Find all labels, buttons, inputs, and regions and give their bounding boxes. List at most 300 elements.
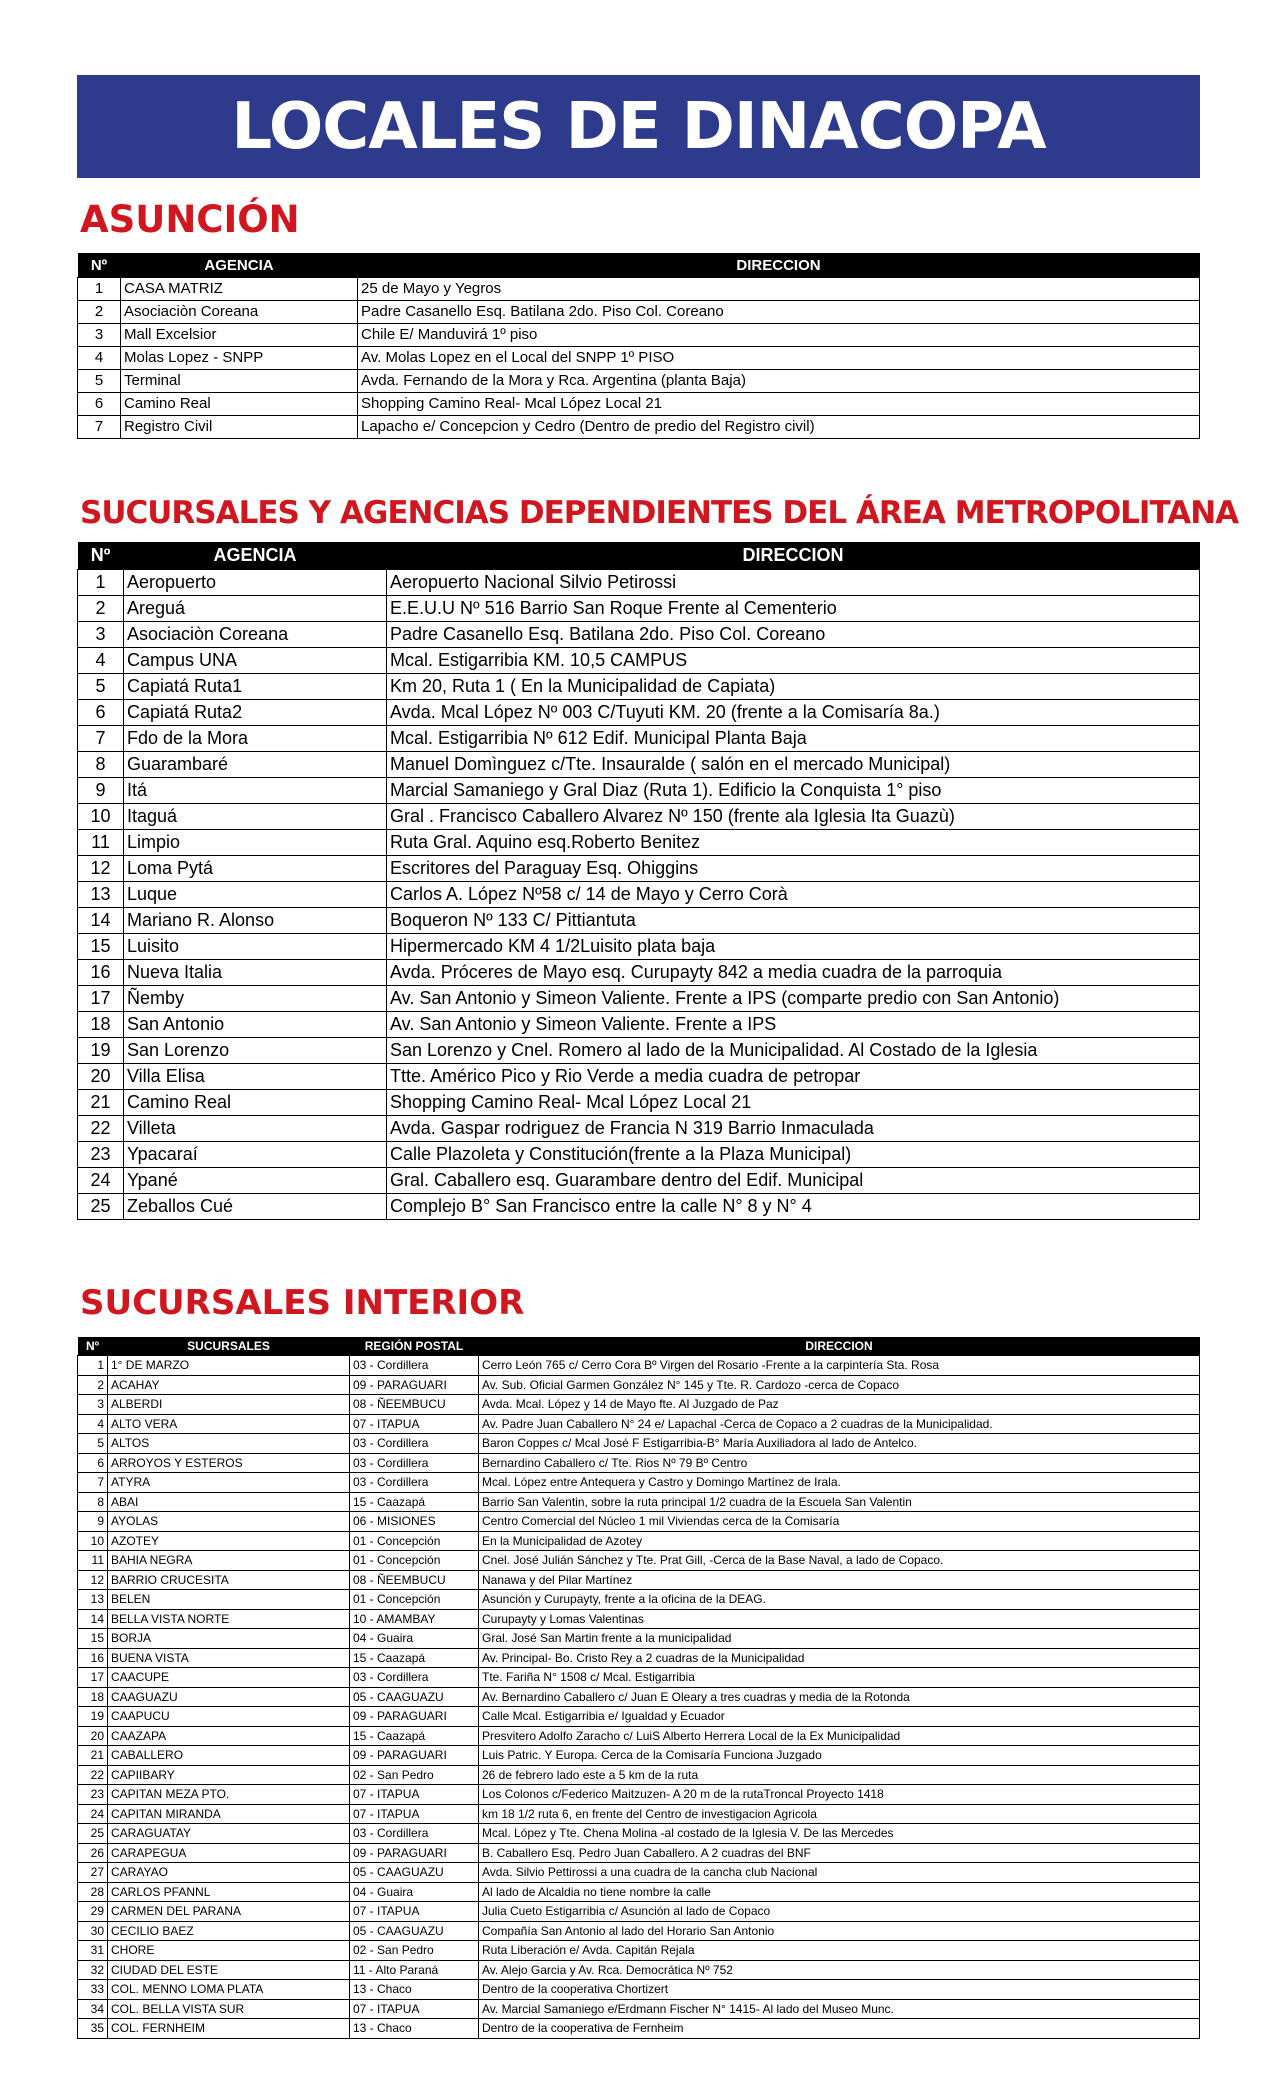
cell-direccion: E.E.U.U Nº 516 Barrio San Roque Frente al Cementerio — [387, 596, 1200, 622]
cell-num: 4 — [78, 648, 124, 674]
cell-sucursal: CAPITAN MEZA PTO. — [108, 1785, 350, 1805]
table-row — [78, 960, 1200, 986]
cell-direccion: Escritores del Paraguay Esq. Ohiggins — [387, 856, 1200, 882]
table-row — [78, 1492, 1200, 1512]
cell-direccion: Tte. Fariña N° 1508 c/ Mcal. Estigarribia — [479, 1668, 1200, 1688]
table-row — [78, 1375, 1200, 1395]
cell-num: 18 — [78, 1687, 108, 1707]
cell-sucursal: CARAPEGUA — [108, 1843, 350, 1863]
cell-num: 5 — [78, 1434, 108, 1454]
table-row — [78, 700, 1200, 726]
cell-direccion: Barrio San Valentin, sobre la ruta principal 1/2 cuadra de la Escuela San Valentin — [479, 1492, 1200, 1512]
cell-num: 13 — [78, 882, 124, 908]
cell-direccion: Avda. Gaspar rodriguez de Francia N 319 Barrio Inmaculada — [387, 1116, 1200, 1142]
cell-agencia: Ypacaraí — [124, 1142, 387, 1168]
cell-agencia: Asociaciòn Coreana — [124, 622, 387, 648]
cell-num: 25 — [78, 1194, 124, 1220]
cell-region: 03 - Cordillera — [350, 1434, 479, 1454]
cell-num: 2 — [78, 301, 121, 324]
header-direccion: DIRECCION — [387, 542, 1200, 570]
table-row — [78, 908, 1200, 934]
cell-sucursal: CARAGUATAY — [108, 1824, 350, 1844]
table-row — [78, 1414, 1200, 1434]
cell-agencia: Loma Pytá — [124, 856, 387, 882]
section-title-asuncion: ASUNCIÓN — [80, 198, 300, 241]
cell-direccion: Av. Alejo Garcia y Av. Rca. Democrática Nº 752 — [479, 1960, 1200, 1980]
interior-table — [77, 1337, 1200, 2039]
table-row — [78, 1038, 1200, 1064]
cell-sucursal: CAPIIBARY — [108, 1765, 350, 1785]
table-row — [78, 1116, 1200, 1142]
cell-num: 22 — [78, 1765, 108, 1785]
cell-num: 11 — [78, 830, 124, 856]
cell-sucursal: ALTO VERA — [108, 1414, 350, 1434]
cell-agencia: Campus UNA — [124, 648, 387, 674]
table-row — [78, 1473, 1200, 1493]
cell-direccion: Av. Molas Lopez en el Local del SNPP 1º PISO — [358, 347, 1200, 370]
table-header-row — [78, 1337, 1200, 1356]
table-row — [78, 1785, 1200, 1805]
cell-direccion: Avda. Silvio Pettirossi a una cuadra de la cancha club Nacional — [479, 1863, 1200, 1883]
cell-agencia: Mall Excelsior — [121, 324, 358, 347]
cell-sucursal: CAAPUCU — [108, 1707, 350, 1727]
cell-agencia: Fdo de la Mora — [124, 726, 387, 752]
table-row — [78, 1629, 1200, 1649]
cell-direccion: Dentro de la cooperativa Chortizert — [479, 1980, 1200, 2000]
cell-region: 13 - Chaco — [350, 1980, 479, 2000]
cell-agencia: San Antonio — [124, 1012, 387, 1038]
cell-num: 2 — [78, 1375, 108, 1395]
cell-direccion: Hipermercado KM 4 1/2Luisito plata baja — [387, 934, 1200, 960]
cell-direccion: Gral . Francisco Caballero Alvarez Nº 150 (frente ala Iglesia Ita Guazù) — [387, 804, 1200, 830]
table-row — [78, 934, 1200, 960]
cell-sucursal: AZOTEY — [108, 1531, 350, 1551]
cell-region: 09 - PARAGUARI — [350, 1707, 479, 1727]
table-row — [78, 1395, 1200, 1415]
table-row — [78, 1843, 1200, 1863]
cell-direccion: Avda. Mcal López Nº 003 C/Tuyuti KM. 20 (frente a la Comisaría 8a.) — [387, 700, 1200, 726]
cell-direccion: Baron Coppes c/ Mcal José F Estigarribia-B° María Auxiliadora al lado de Antelco. — [479, 1434, 1200, 1454]
table-header-row — [78, 253, 1200, 278]
cell-region: 03 - Cordillera — [350, 1453, 479, 1473]
cell-direccion: Padre Casanello Esq. Batilana 2do. Piso Col. Coreano — [387, 622, 1200, 648]
cell-num: 4 — [78, 1414, 108, 1434]
cell-agencia: Areguá — [124, 596, 387, 622]
cell-num: 17 — [78, 986, 124, 1012]
cell-direccion: Calle Plazoleta y Constitución(frente a la Plaza Municipal) — [387, 1142, 1200, 1168]
cell-sucursal: COL. BELLA VISTA SUR — [108, 1999, 350, 2019]
table-row — [78, 1765, 1200, 1785]
header-region: REGIÓN POSTAL — [350, 1337, 479, 1356]
cell-direccion: Al lado de Alcaldia no tiene nombre la calle — [479, 1882, 1200, 1902]
cell-direccion: Mcal. Estigarribia Nº 612 Edif. Municipal Planta Baja — [387, 726, 1200, 752]
table-row — [78, 347, 1200, 370]
cell-sucursal: CARMEN DEL PARANA — [108, 1902, 350, 1922]
table-row — [78, 1726, 1200, 1746]
table-row — [78, 370, 1200, 393]
cell-agencia: Itaguá — [124, 804, 387, 830]
table-row — [78, 1551, 1200, 1571]
cell-sucursal: BORJA — [108, 1629, 350, 1649]
cell-sucursal: CAACUPE — [108, 1668, 350, 1688]
cell-sucursal: CARAYAO — [108, 1863, 350, 1883]
cell-sucursal: BARRIO CRUCESITA — [108, 1570, 350, 1590]
cell-region: 01 - Concepción — [350, 1590, 479, 1610]
table-row — [78, 778, 1200, 804]
table-header-row — [78, 542, 1200, 570]
cell-agencia: Aeropuerto — [124, 570, 387, 596]
cell-sucursal: COL. MENNO LOMA PLATA — [108, 1980, 350, 2000]
cell-agencia: Luque — [124, 882, 387, 908]
cell-sucursal: AYOLAS — [108, 1512, 350, 1532]
cell-direccion: Marcial Samaniego y Gral Diaz (Ruta 1). Edificio la Conquista 1° piso — [387, 778, 1200, 804]
cell-agencia: Villa Elisa — [124, 1064, 387, 1090]
cell-direccion: Gral. Caballero esq. Guarambare dentro del Edif. Municipal — [387, 1168, 1200, 1194]
cell-num: 23 — [78, 1785, 108, 1805]
cell-direccion: 25 de Mayo y Yegros — [358, 278, 1200, 301]
cell-num: 3 — [78, 1395, 108, 1415]
table-row — [78, 596, 1200, 622]
cell-direccion: Gral. José San Martin frente a la municipalidad — [479, 1629, 1200, 1649]
cell-region: 05 - CAAGUAZU — [350, 1921, 479, 1941]
cell-num: 20 — [78, 1726, 108, 1746]
cell-sucursal: CARLOS PFANNL — [108, 1882, 350, 1902]
table-row — [78, 1707, 1200, 1727]
cell-direccion: Cerro León 765 c/ Cerro Cora Bº Virgen del Rosario -Frente a la carpintería Sta. Rosa — [479, 1356, 1200, 1376]
table-row — [78, 1194, 1200, 1220]
cell-region: 09 - PARAGUARI — [350, 1746, 479, 1766]
cell-agencia: CASA MATRIZ — [121, 278, 358, 301]
cell-direccion: Shopping Camino Real- Mcal López Local 21 — [358, 393, 1200, 416]
cell-sucursal: ABAI — [108, 1492, 350, 1512]
table-row — [78, 1090, 1200, 1116]
cell-direccion: Av. Sub. Oficial Garmen González N° 145 y Tte. R. Cardozo -cerca de Copaco — [479, 1375, 1200, 1395]
page-title: LOCALES DE DINACOPA — [231, 89, 1046, 164]
table-row — [78, 1687, 1200, 1707]
cell-num: 19 — [78, 1038, 124, 1064]
cell-direccion: 26 de febrero lado este a 5 km de la ruta — [479, 1765, 1200, 1785]
cell-num: 7 — [78, 1473, 108, 1493]
cell-direccion: Ttte. Américo Pico y Rio Verde a media cuadra de petropar — [387, 1064, 1200, 1090]
table-row — [78, 830, 1200, 856]
cell-sucursal: COL. FERNHEIM — [108, 2019, 350, 2039]
cell-agencia: Ypané — [124, 1168, 387, 1194]
cell-num: 26 — [78, 1843, 108, 1863]
cell-region: 15 - Caazapá — [350, 1492, 479, 1512]
cell-agencia: Capiatá Ruta2 — [124, 700, 387, 726]
cell-region: 11 - Alto Paraná — [350, 1960, 479, 1980]
cell-direccion: En la Municipalidad de Azotey — [479, 1531, 1200, 1551]
cell-direccion: Av. Bernardino Caballero c/ Juan E Oleary a tres cuadras y media de la Rotonda — [479, 1687, 1200, 1707]
cell-direccion: Shopping Camino Real- Mcal López Local 21 — [387, 1090, 1200, 1116]
table-row — [78, 1064, 1200, 1090]
cell-direccion: Aeropuerto Nacional Silvio Petirossi — [387, 570, 1200, 596]
cell-region: 10 - AMAMBAY — [350, 1609, 479, 1629]
cell-sucursal: CECILIO BAEZ — [108, 1921, 350, 1941]
cell-direccion: B. Caballero Esq. Pedro Juan Caballero. A 2 cuadras del BNF — [479, 1843, 1200, 1863]
cell-num: 30 — [78, 1921, 108, 1941]
cell-direccion: Av. San Antonio y Simeon Valiente. Frente a IPS — [387, 1012, 1200, 1038]
cell-direccion: Cnel. José Julián Sánchez y Tte. Prat Gill, -Cerca de la Base Naval, a lado de Copaco. — [479, 1551, 1200, 1571]
cell-num: 8 — [78, 752, 124, 778]
cell-sucursal: ARROYOS Y ESTEROS — [108, 1453, 350, 1473]
cell-region: 08 - ÑEEMBUCU — [350, 1570, 479, 1590]
cell-num: 27 — [78, 1863, 108, 1883]
cell-direccion: San Lorenzo y Cnel. Romero al lado de la Municipalidad. Al Costado de la Iglesia — [387, 1038, 1200, 1064]
table-row — [78, 324, 1200, 347]
cell-sucursal: CHORE — [108, 1941, 350, 1961]
cell-agencia: Camino Real — [124, 1090, 387, 1116]
cell-direccion: Av. Padre Juan Caballero N° 24 e/ Lapachal -Cerca de Copaco a 2 cuadras de la Municipalidad. — [479, 1414, 1200, 1434]
table-row — [78, 1960, 1200, 1980]
cell-num: 9 — [78, 1512, 108, 1532]
cell-sucursal: BAHIA NEGRA — [108, 1551, 350, 1571]
cell-region: 06 - MISIONES — [350, 1512, 479, 1532]
cell-num: 34 — [78, 1999, 108, 2019]
cell-direccion: Padre Casanello Esq. Batilana 2do. Piso Col. Coreano — [358, 301, 1200, 324]
cell-direccion: Calle Mcal. Estigarribia e/ Igualdad y Ecuador — [479, 1707, 1200, 1727]
cell-num: 32 — [78, 1960, 108, 1980]
table-row — [78, 1168, 1200, 1194]
cell-agencia: Registro Civil — [121, 416, 358, 439]
cell-region: 15 - Caazapá — [350, 1726, 479, 1746]
cell-direccion: Mcal. Estigarribia KM. 10,5 CAMPUS — [387, 648, 1200, 674]
asuncion-rows — [78, 278, 1200, 439]
cell-num: 9 — [78, 778, 124, 804]
header-sucursales: SUCURSALES — [108, 1337, 350, 1356]
cell-direccion: Centro Comercial del Núcleo 1 mil Viviendas cerca de la Comisaría — [479, 1512, 1200, 1532]
cell-agencia: Luisito — [124, 934, 387, 960]
cell-direccion: Avda. Próceres de Mayo esq. Curupayty 842 a media cuadra de la parroquia — [387, 960, 1200, 986]
cell-num: 19 — [78, 1707, 108, 1727]
cell-direccion: Lapacho e/ Concepcion y Cedro (Dentro de predio del Registro civil) — [358, 416, 1200, 439]
table-row — [78, 1590, 1200, 1610]
cell-num: 6 — [78, 393, 121, 416]
cell-region: 15 - Caazapá — [350, 1648, 479, 1668]
cell-region: 04 - Guaira — [350, 1882, 479, 1902]
cell-sucursal: CIUDAD DEL ESTE — [108, 1960, 350, 1980]
header-agencia: AGENCIA — [124, 542, 387, 570]
metropolitana-rows — [78, 570, 1200, 1220]
header-agencia: AGENCIA — [121, 253, 358, 278]
cell-num: 29 — [78, 1902, 108, 1922]
cell-num: 12 — [78, 1570, 108, 1590]
cell-region: 09 - PARAGUARI — [350, 1843, 479, 1863]
cell-region: 03 - Cordillera — [350, 1473, 479, 1493]
cell-num: 6 — [78, 700, 124, 726]
cell-direccion: Dentro de la cooperativa de Fernheim — [479, 2019, 1200, 2039]
cell-sucursal: BELEN — [108, 1590, 350, 1610]
table-row — [78, 1999, 1200, 2019]
cell-region: 04 - Guaira — [350, 1629, 479, 1649]
cell-region: 01 - Concepción — [350, 1551, 479, 1571]
cell-num: 18 — [78, 1012, 124, 1038]
cell-num: 6 — [78, 1453, 108, 1473]
table-row — [78, 1980, 1200, 2000]
table-row — [78, 1453, 1200, 1473]
cell-num: 2 — [78, 596, 124, 622]
cell-direccion: Chile E/ Manduvirá 1º piso — [358, 324, 1200, 347]
cell-num: 16 — [78, 1648, 108, 1668]
cell-agencia: Guarambaré — [124, 752, 387, 778]
table-row — [78, 301, 1200, 324]
table-row — [78, 1804, 1200, 1824]
cell-num: 5 — [78, 674, 124, 700]
cell-num: 1 — [78, 278, 121, 301]
header-num: Nº — [78, 542, 124, 570]
cell-region: 03 - Cordillera — [350, 1824, 479, 1844]
interior-rows — [78, 1356, 1200, 2039]
table-row — [78, 1434, 1200, 1454]
cell-num: 22 — [78, 1116, 124, 1142]
table-row — [78, 1609, 1200, 1629]
cell-num: 8 — [78, 1492, 108, 1512]
cell-num: 5 — [78, 370, 121, 393]
cell-num: 33 — [78, 1980, 108, 2000]
cell-agencia: Terminal — [121, 370, 358, 393]
cell-sucursal: ATYRA — [108, 1473, 350, 1493]
cell-num: 7 — [78, 726, 124, 752]
table-row — [78, 726, 1200, 752]
cell-num: 15 — [78, 934, 124, 960]
cell-sucursal: ALTOS — [108, 1434, 350, 1454]
cell-num: 4 — [78, 347, 121, 370]
cell-num: 21 — [78, 1090, 124, 1116]
cell-region: 02 - San Pedro — [350, 1765, 479, 1785]
cell-direccion: Nanawa y del Pilar Martínez — [479, 1570, 1200, 1590]
table-row — [78, 2019, 1200, 2039]
table-row — [78, 804, 1200, 830]
header-direccion: DIRECCION — [479, 1337, 1200, 1356]
section-title-interior: SUCURSALES INTERIOR — [80, 1283, 525, 1323]
cell-num: 28 — [78, 1882, 108, 1902]
table-row — [78, 1531, 1200, 1551]
cell-num: 14 — [78, 908, 124, 934]
cell-region: 05 - CAAGUAZU — [350, 1863, 479, 1883]
table-row — [78, 393, 1200, 416]
cell-region: 03 - Cordillera — [350, 1668, 479, 1688]
cell-agencia: Itá — [124, 778, 387, 804]
table-row — [78, 1512, 1200, 1532]
table-row — [78, 1356, 1200, 1376]
cell-region: 07 - ITAPUA — [350, 1804, 479, 1824]
asuncion-table — [77, 253, 1200, 439]
cell-num: 14 — [78, 1609, 108, 1629]
cell-num: 35 — [78, 2019, 108, 2039]
cell-direccion: Bernardino Caballero c/ Tte. Rios Nº 79 Bº Centro — [479, 1453, 1200, 1473]
cell-num: 10 — [78, 1531, 108, 1551]
metropolitana-table — [77, 542, 1200, 1220]
table-row — [78, 986, 1200, 1012]
cell-sucursal: BELLA VISTA NORTE — [108, 1609, 350, 1629]
cell-direccion: Luis Patric. Y Europa. Cerca de la Comisaría Funciona Juzgado — [479, 1746, 1200, 1766]
table-row — [78, 1902, 1200, 1922]
cell-num: 24 — [78, 1168, 124, 1194]
table-row — [78, 278, 1200, 301]
cell-direccion: Manuel Domìnguez c/Tte. Insauralde ( salón en el mercado Municipal) — [387, 752, 1200, 778]
cell-direccion: Av. Marcial Samaniego e/Erdmann Fischer N° 1415- Al lado del Museo Munc. — [479, 1999, 1200, 2019]
cell-num: 21 — [78, 1746, 108, 1766]
cell-direccion: Km 20, Ruta 1 ( En la Municipalidad de Capiata) — [387, 674, 1200, 700]
table-row — [78, 1142, 1200, 1168]
cell-region: 13 - Chaco — [350, 2019, 479, 2039]
header-num: Nº — [78, 253, 121, 278]
cell-sucursal: 1° DE MARZO — [108, 1356, 350, 1376]
cell-num: 20 — [78, 1064, 124, 1090]
table-row — [78, 1012, 1200, 1038]
cell-direccion: Avda. Mcal. López y 14 de Mayo fte. Al Juzgado de Paz — [479, 1395, 1200, 1415]
table-row — [78, 416, 1200, 439]
cell-direccion: Curupayty y Lomas Valentinas — [479, 1609, 1200, 1629]
table-row — [78, 856, 1200, 882]
cell-direccion: Av. Principal- Bo. Cristo Rey a 2 cuadras de la Municipalidad — [479, 1648, 1200, 1668]
cell-direccion: Complejo B° San Francisco entre la calle N° 8 y N° 4 — [387, 1194, 1200, 1220]
cell-direccion: Presvitero Adolfo Zaracho c/ LuiS Alberto Herrera Local de la Ex Municipalidad — [479, 1726, 1200, 1746]
cell-sucursal: BUENA VISTA — [108, 1648, 350, 1668]
header-num: Nº — [78, 1337, 108, 1356]
table-row — [78, 1746, 1200, 1766]
cell-num: 13 — [78, 1590, 108, 1610]
cell-direccion: Carlos A. López Nº58 c/ 14 de Mayo y Cerro Corà — [387, 882, 1200, 908]
cell-direccion: Mcal. López y Tte. Chena Molina -al costado de la Iglesia V. De las Mercedes — [479, 1824, 1200, 1844]
cell-num: 12 — [78, 856, 124, 882]
cell-sucursal: ALBERDI — [108, 1395, 350, 1415]
table-row — [78, 1921, 1200, 1941]
cell-direccion: Av. San Antonio y Simeon Valiente. Frente a IPS (comparte predio con San Antonio) — [387, 986, 1200, 1012]
cell-num: 15 — [78, 1629, 108, 1649]
cell-region: 02 - San Pedro — [350, 1941, 479, 1961]
cell-num: 7 — [78, 416, 121, 439]
cell-agencia: Mariano R. Alonso — [124, 908, 387, 934]
table-row — [78, 1863, 1200, 1883]
table-row — [78, 1648, 1200, 1668]
cell-direccion: Ruta Gral. Aquino esq.Roberto Benitez — [387, 830, 1200, 856]
table-row — [78, 648, 1200, 674]
cell-agencia: Zeballos Cué — [124, 1194, 387, 1220]
cell-direccion: Julia Cueto Estigarribia c/ Asunción al lado de Copaco — [479, 1902, 1200, 1922]
table-row — [78, 882, 1200, 908]
cell-num: 3 — [78, 622, 124, 648]
cell-agencia: San Lorenzo — [124, 1038, 387, 1064]
table-row — [78, 674, 1200, 700]
cell-num: 1 — [78, 1356, 108, 1376]
cell-region: 07 - ITAPUA — [350, 1902, 479, 1922]
cell-agencia: Nueva Italia — [124, 960, 387, 986]
table-row — [78, 1941, 1200, 1961]
cell-sucursal: CAPITAN MIRANDA — [108, 1804, 350, 1824]
cell-num: 23 — [78, 1142, 124, 1168]
cell-direccion: Compañía San Antonio al lado del Horario San Antonio — [479, 1921, 1200, 1941]
cell-region: 05 - CAAGUAZU — [350, 1687, 479, 1707]
cell-agencia: Camino Real — [121, 393, 358, 416]
cell-num: 17 — [78, 1668, 108, 1688]
cell-region: 07 - ITAPUA — [350, 1414, 479, 1434]
table-row — [78, 1570, 1200, 1590]
cell-region: 03 - Cordillera — [350, 1356, 479, 1376]
table-row — [78, 1882, 1200, 1902]
cell-direccion: Avda. Fernando de la Mora y Rca. Argentina (planta Baja) — [358, 370, 1200, 393]
cell-agencia: Ñemby — [124, 986, 387, 1012]
cell-region: 08 - ÑEEMBUCU — [350, 1395, 479, 1415]
cell-sucursal: CAAZAPA — [108, 1726, 350, 1746]
cell-direccion: Ruta Liberación e/ Avda. Capitán Rejala — [479, 1941, 1200, 1961]
cell-num: 16 — [78, 960, 124, 986]
table-row — [78, 752, 1200, 778]
table-row — [78, 1668, 1200, 1688]
cell-num: 3 — [78, 324, 121, 347]
cell-num: 10 — [78, 804, 124, 830]
section-title-metropolitana: SUCURSALES Y AGENCIAS DEPENDIENTES DEL ÁREA METROPOLITANA — [80, 495, 1239, 531]
